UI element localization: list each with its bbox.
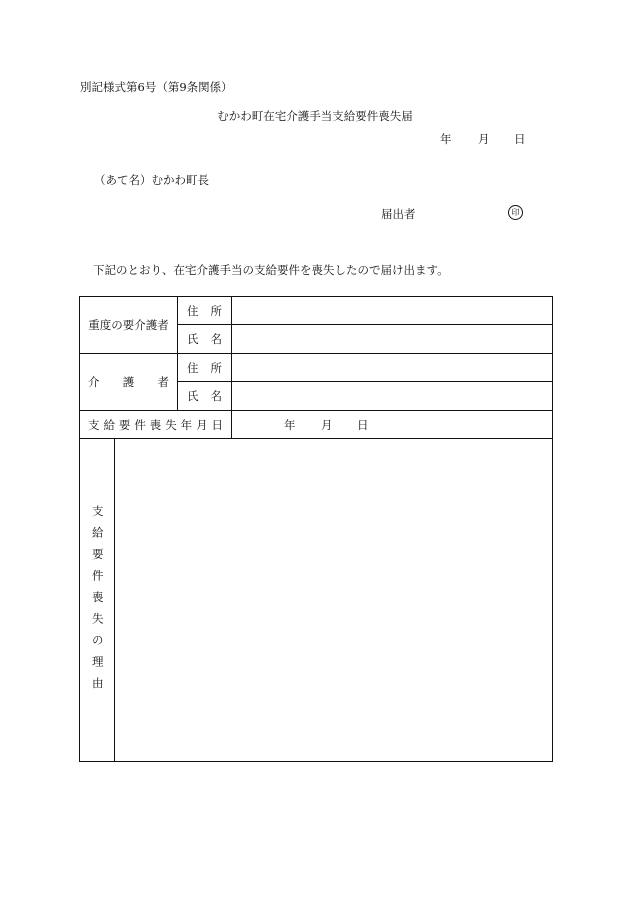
loss-date-month: 月 <box>321 417 333 432</box>
intro-text: 下記のとおり、在宅介護手当の支給要件を喪失したので届け出ます。 <box>93 263 449 277</box>
date-year-label: 年 <box>440 132 452 146</box>
care-recipient-address-label: 住 所 <box>178 297 232 325</box>
loss-date-year: 年 <box>284 417 296 432</box>
form-number: 別記様式第6号（第9条関係） <box>80 80 233 94</box>
reason-label: 支給要件喪失の理由 <box>80 439 115 762</box>
caregiver-label: 介 護 者 <box>80 354 178 411</box>
caregiver-name-label: 氏 名 <box>178 382 232 411</box>
loss-date-label: 支 給 要 件 喪 失 年 月 日 <box>80 411 232 439</box>
form-table <box>79 296 553 762</box>
loss-date-day: 日 <box>357 417 369 432</box>
submission-date <box>440 131 526 147</box>
care-recipient-label: 重度の要介護者 <box>80 297 178 354</box>
care-recipient-address-field[interactable] <box>232 297 553 325</box>
care-recipient-name-field[interactable] <box>232 325 553 354</box>
date-day-label: 日 <box>514 132 526 146</box>
document-title: むかわ町在宅介護手当支給要件喪失届 <box>217 109 413 123</box>
caregiver-address-field[interactable] <box>232 354 553 382</box>
reason-field[interactable] <box>115 439 553 762</box>
seal-icon: 印 <box>508 205 523 220</box>
addressee: （あて名）むかわ町長 <box>94 173 209 187</box>
caregiver-name-field[interactable] <box>232 382 553 411</box>
date-month-label: 月 <box>478 132 490 146</box>
applicant-label: 届出者 <box>381 207 416 221</box>
care-recipient-name-label: 氏 名 <box>178 325 232 354</box>
loss-date-field[interactable] <box>232 411 553 439</box>
caregiver-address-label: 住 所 <box>178 354 232 382</box>
